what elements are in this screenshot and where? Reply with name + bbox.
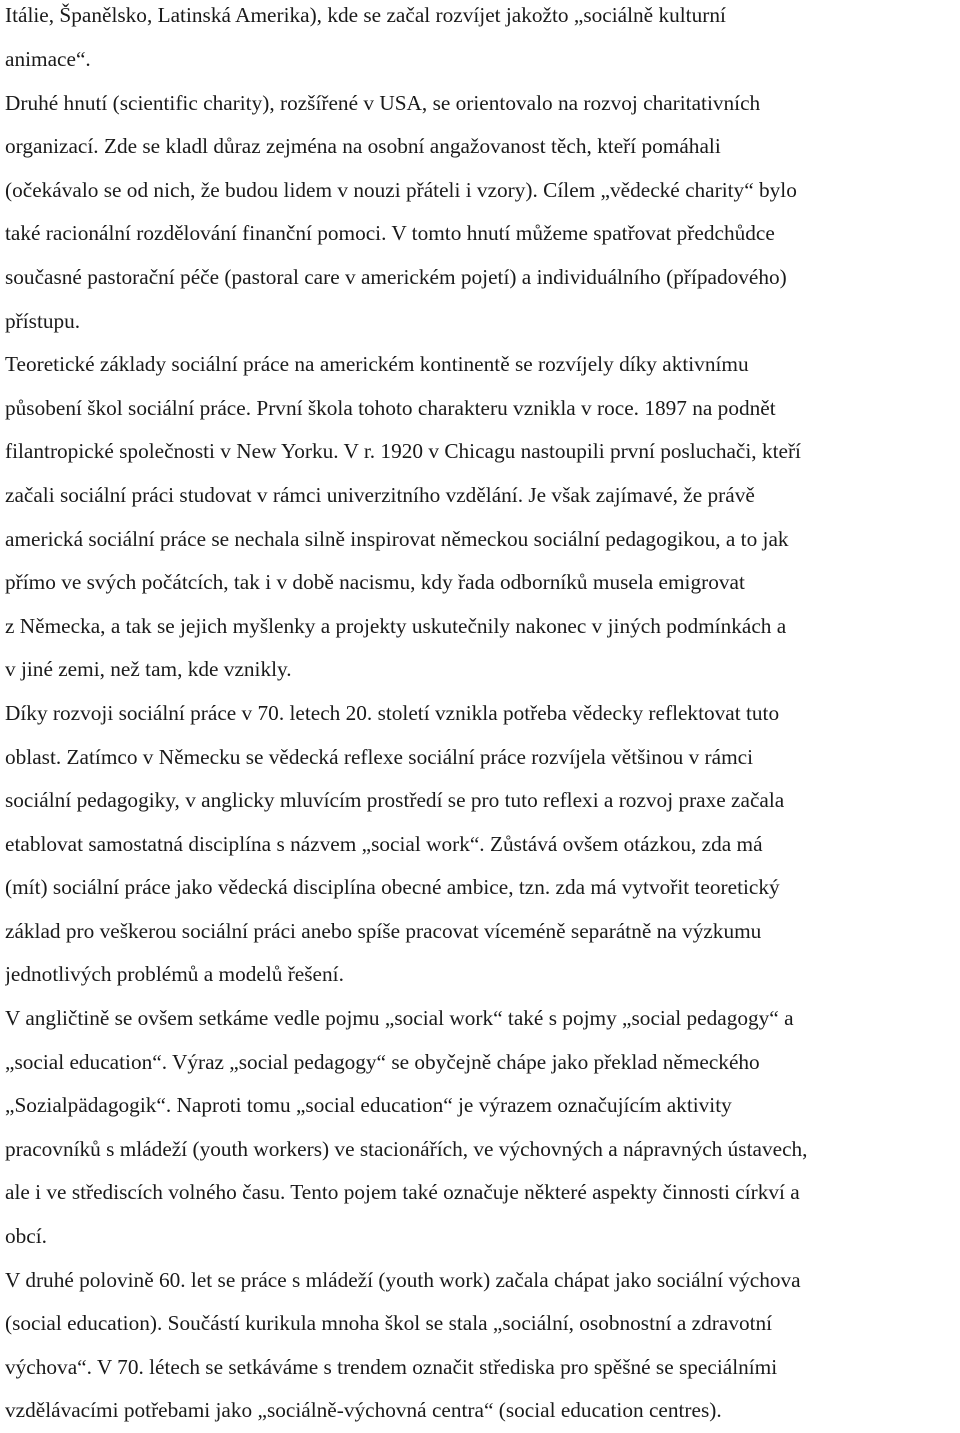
- text-line: základ pro veškerou sociální práci anebo spíše pracovat víceméně separátně na výzkumu: [5, 918, 762, 943]
- text-line: přístupu.: [5, 308, 81, 333]
- text-line: obcí.: [5, 1224, 47, 1249]
- text-line: (mít) sociální práce jako vědecká disciplína obecné ambice, tzn. zda má vytvořit teoretický: [5, 875, 780, 900]
- text-line: z Německa, a tak se jejich myšlenky a projekty uskutečnily nakonec v jiných podmínkách a: [5, 613, 787, 638]
- text-line: také racionální rozdělování finanční pomoci. V tomto hnutí můžeme spatřovat předchůdce: [5, 221, 775, 246]
- text-line: (social education). Součástí kurikula mnoha škol se stala „sociální, osobnostní a zdravotní: [5, 1311, 773, 1336]
- text-line: Druhé hnutí (scientific charity), rozšířené v USA, se orientovalo na rozvoj charitativních: [5, 90, 761, 115]
- text-line: americká sociální práce se nechala silně inspirovat německou sociální pedagogikou, a to jak: [5, 526, 789, 551]
- text-line: Itálie, Španělsko, Latinská Amerika), kde se začal rozvíjet jakožto „sociálně kulturní: [5, 3, 726, 27]
- text-line: jednotlivých problémů a modelů řešení.: [5, 962, 344, 987]
- text-line: etablovat samostatná disciplína s názvem „social work“. Zůstává ovšem otázkou, zda má: [5, 831, 763, 856]
- text-line: výchova“. V 70. létech se setkáváme s trendem označit střediska pro spěšné se speciálními: [5, 1354, 778, 1379]
- text-line: Teoretické základy sociální práce na americkém kontinentě se rozvíjely díky aktivnímu: [5, 352, 749, 377]
- text-line: „social education“. Výraz „social pedagogy“ se obyčejně chápe jako překlad německého: [5, 1049, 760, 1074]
- text-line: vzdělávacími potřebami jako „sociálně-výchovná centra“ (social education centres).: [5, 1398, 722, 1423]
- text-line: pracovníků s mládeží (youth workers) ve stacionářích, ve výchovných a nápravných ústavech,: [5, 1136, 808, 1161]
- text-line: působení škol sociální práce. První škola tohoto charakteru vznikla v roce. 1897 na podnět: [5, 395, 776, 420]
- text-line: animace“.: [5, 47, 91, 71]
- text-line: filantropické společnosti v New Yorku. V r. 1920 v Chicagu nastoupili první posluchači, kteří: [5, 439, 801, 464]
- text-line: v jiné zemi, než tam, kde vznikly.: [5, 657, 292, 682]
- text-line: organizací. Zde se kladl důraz zejména na osobní angažovanost těch, kteří pomáhali: [5, 134, 721, 159]
- text-line: začali sociální práci studovat v rámci univerzitního vzdělání. Je však zajímavé, že právě: [5, 482, 755, 507]
- text-line: V angličtině se ovšem setkáme vedle pojmu „social work“ také s pojmy „social pedagogy“ a: [5, 1006, 794, 1031]
- text-line: ale i ve střediscích volného času. Tento pojem také označuje některé aspekty činnosti církví a: [5, 1180, 800, 1205]
- text-line: V druhé polovině 60. let se práce s mládeží (youth work) začala chápat jako sociální výchova: [5, 1267, 801, 1292]
- text-line: sociální pedagogiky, v anglicky mluvícím prostředí se pro tuto reflexi a rozvoj praxe začala: [5, 788, 785, 813]
- text-line: současné pastorační péče (pastoral care v americkém pojetí) a individuálního (případového): [5, 264, 787, 289]
- text-line: přímo ve svých počátcích, tak i v době nacismu, kdy řada odborníků musela emigrovat: [5, 570, 745, 595]
- text-line: „Sozialpädagogik“. Naproti tomu „social education“ je výrazem označujícím aktivity: [5, 1093, 732, 1118]
- text-line: (očekávalo se od nich, že budou lidem v nouzi přáteli i vzory). Cílem „vědecké charity“ bylo: [5, 177, 797, 202]
- text-line: oblast. Zatímco v Německu se vědecká reflexe sociální práce rozvíjela většinou v rámci: [5, 744, 754, 769]
- text-line: Díky rozvoji sociální práce v 70. letech 20. století vznikla potřeba vědecky reflektovat tuto: [5, 700, 780, 725]
